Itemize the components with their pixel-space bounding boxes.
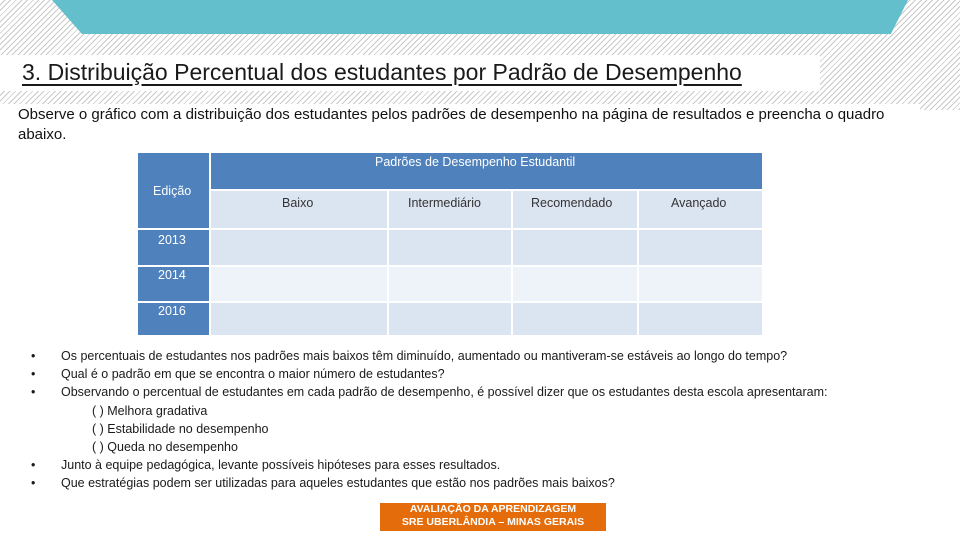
question-item: • Junto à equipe pedagógica, levante possíveis hipóteses para esses resultados. xyxy=(28,456,928,474)
column-label: Intermediário xyxy=(408,196,481,210)
table-cell[interactable] xyxy=(387,301,513,337)
row-label: 2016 xyxy=(158,304,186,318)
table-cell[interactable] xyxy=(511,301,639,337)
table-cell[interactable] xyxy=(209,228,389,267)
column-header-intermediario xyxy=(387,189,513,230)
option-item[interactable]: ( ) Queda no desempenho xyxy=(92,440,238,455)
table-cell[interactable] xyxy=(387,228,513,267)
page-title: 3. Distribuição Percentual dos estudantes por Padrão de Desempenho xyxy=(22,59,742,85)
row-header-2013 xyxy=(136,228,211,267)
option-item[interactable]: ( ) Estabilidade no desempenho xyxy=(92,421,269,436)
question-text: Observando o percentual de estudantes em cada padrão de desempenho, é possível dizer que os estudantes desta escola apresentaram: xyxy=(61,385,828,400)
group-header-cell xyxy=(209,151,764,191)
table-cell[interactable] xyxy=(209,301,389,337)
table-cell[interactable] xyxy=(387,265,513,303)
intro-text: Observe o gráfico com a distribuição dos estudantes pelos padrões de desempenho na página de resultados e preencha o quadro abaixo. xyxy=(18,106,885,143)
column-header-recomendado xyxy=(511,189,639,230)
question-list xyxy=(28,347,928,493)
column-header-avancado xyxy=(637,189,764,230)
group-header: Padrões de Desempenho Estudantil xyxy=(375,155,576,169)
table-cell[interactable] xyxy=(637,228,764,267)
option-item[interactable]: ( ) Melhora gradativa xyxy=(92,403,208,418)
question-item: • Os percentuais de estudantes nos padrões mais baixos têm diminuído, aumentado ou mantiveram-se estáveis ao longo do tempo? xyxy=(28,347,928,365)
row-header-2016 xyxy=(136,301,211,337)
table-cell[interactable] xyxy=(511,265,639,303)
table-cell[interactable] xyxy=(637,265,764,303)
table-cell[interactable] xyxy=(209,265,389,303)
row-header-2014 xyxy=(136,265,211,303)
column-header-baixo xyxy=(209,189,389,230)
row-label: 2014 xyxy=(158,268,186,282)
table-cell[interactable] xyxy=(511,228,639,267)
footer-line-1: AVALIAÇÃO DA APRENDIZAGEM xyxy=(409,503,577,515)
accent-band xyxy=(52,0,908,34)
row-label: 2013 xyxy=(158,233,186,247)
edition-header: Edição xyxy=(153,184,192,198)
question-item: • Qual é o padrão em que se encontra o maior número de estudantes? xyxy=(28,365,928,383)
option-group xyxy=(28,402,928,457)
footer-line-2: SRE UBERLÂNDIA – MINAS GERAIS xyxy=(401,516,585,528)
edition-header-cell xyxy=(136,151,211,230)
column-label: Baixo xyxy=(282,196,314,210)
column-label: Recomendado xyxy=(531,196,613,210)
question-item: • Que estratégias podem ser utilizadas para aqueles estudantes que estão nos padrões mais baixos? xyxy=(28,474,928,492)
table-cell[interactable] xyxy=(637,301,764,337)
footer-badge xyxy=(380,503,606,531)
column-label: Avançado xyxy=(671,196,727,210)
question-item xyxy=(28,383,928,401)
